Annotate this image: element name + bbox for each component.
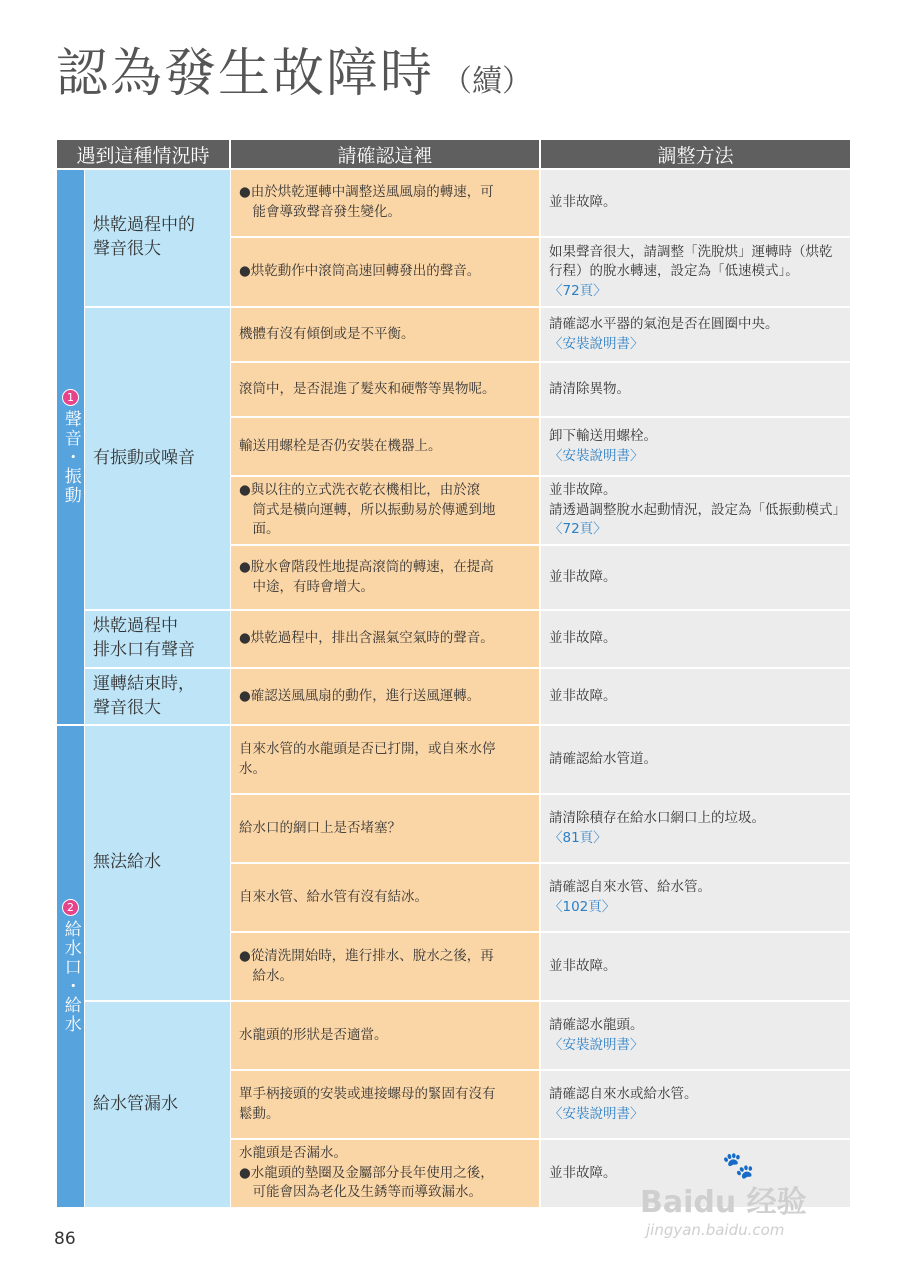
fix-text: 並非故障。 [549,194,617,211]
page-reference-link[interactable]: 〈81頁〉 [549,829,607,846]
fix-cell [541,933,850,1000]
fix-text: 請清除異物。 [549,380,630,397]
check-text: ●脫水會階段性地提高滾筒的轉速，在提高 中途，有時會增大。 [239,558,494,595]
check-text: ●由於烘乾運轉中調整送風風扇的轉速，可 能會導致聲音發生變化。 [239,184,494,220]
fix-cell [541,418,850,475]
check-cell [231,418,539,475]
category-water-supply [57,726,84,1207]
check-cell [231,238,539,306]
fix-text: 請確認水平器的氣泡是否在圓圈中央。 [549,315,779,332]
fix-cell [541,477,850,544]
check-text: 給水口的網口上是否堵塞？ [239,819,401,836]
check-cell [231,546,539,609]
check-cell [231,669,539,724]
check-text: ●烘乾過程中，排出含濕氣空氣時的聲音。 [239,630,494,647]
check-text: 輸送用螺栓是否仍安裝在機器上。 [239,437,442,454]
page-reference-link[interactable]: 〈安裝說明書〉 [549,1036,644,1053]
check-cell [231,477,539,544]
category-label: 給水口・給水 [60,920,81,1034]
check-text: 自來水管的水龍頭是否已打開，或自來水停 水。 [239,740,496,777]
fix-cell [541,726,850,793]
fix-text: 請確認給水管道。 [549,750,657,767]
watermark-brand: Baidu 经验 [640,1185,807,1220]
check-cell [231,611,539,667]
paw-icon: 🐾 [722,1151,755,1181]
fix-cell [541,363,850,416]
situation-text: 烘乾過程中 排水口有聲音 [93,616,195,660]
fix-cell [541,1071,850,1138]
situation-text: 有振動或噪音 [93,447,195,468]
check-cell [231,1002,539,1069]
page-reference-link[interactable]: 〈安裝說明書〉 [549,447,644,464]
check-cell [231,1071,539,1138]
header-check: 請確認這裡 [231,140,539,168]
category-number-badge: 1 [62,389,79,406]
header-fix: 調整方法 [541,140,850,168]
fix-cell [541,170,850,236]
check-text: 滾筒中，是否混進了髮夾和硬幣等異物呢。 [239,380,496,397]
header-situation: 遇到這種情況時 [57,140,229,168]
category-sound-vibration [57,170,84,724]
fix-cell [541,238,850,306]
watermark [640,1151,860,1245]
fix-cell [541,864,850,931]
category-number-badge: 2 [62,899,79,916]
page-title [56,44,533,104]
check-text: 機體有沒有傾倒或是不平衡。 [239,325,415,342]
check-text: 單手柄接頭的安裝或連接螺母的緊固有沒有 鬆動。 [239,1085,496,1122]
situation-cell [85,726,230,1000]
check-text: 水龍頭的形狀是否適當。 [239,1026,388,1043]
fix-cell [541,795,850,862]
watermark-url: jingyan.baidu.com [646,1221,785,1239]
check-text: ●從清洗開始時，進行排水、脫水之後，再 給水。 [239,947,494,984]
fix-text: 並非故障。 [549,568,617,585]
page-title-continued: （續） [442,64,533,99]
situation-cell [85,308,230,609]
page-reference-link[interactable]: 〈安裝說明書〉 [549,335,644,352]
check-cell [231,933,539,1000]
fix-cell [541,611,850,667]
check-text: ●確認送風風扇的動作，進行送風運轉。 [239,687,481,704]
fix-cell [541,669,850,724]
fix-cell [541,1002,850,1069]
page-title-main: 認為發生故障時 [56,44,435,104]
check-cell [231,308,539,361]
fix-text: 並非故障。 [549,957,617,974]
situation-cell [85,1002,230,1207]
fix-text: 請確認水龍頭。 [549,1016,644,1033]
situation-cell [85,669,230,724]
page-reference-link[interactable]: 〈安裝說明書〉 [549,1105,644,1122]
situation-text: 烘乾過程中的 聲音很大 [93,215,195,259]
fix-text: 請清除積存在給水口網口上的垃圾。 [549,809,765,826]
fix-text: 卸下輸送用螺栓。 [549,427,657,444]
page-reference-link[interactable]: 〈102頁〉 [549,898,616,915]
situation-text: 無法給水 [93,852,161,873]
situation-cell [85,611,230,667]
check-text: ●與以往的立式洗衣乾衣機相比，由於滾 筒式是橫向運轉，所以振動易於傳遞到地 面。 [239,482,496,538]
page-number: 86 [54,1229,76,1249]
check-cell [231,1140,539,1207]
fix-cell [541,546,850,609]
check-text: 水龍頭是否漏水。 ●水龍頭的墊圈及金屬部分長年使用之後， 可能會因為老化及生銹等而導致漏水。 [239,1145,494,1201]
check-cell [231,864,539,931]
fix-cell [541,308,850,361]
check-cell [231,726,539,793]
fix-text: 如果聲音很大，請調整「洗脫烘」運轉時（烘乾行程）的脫水轉速，設定為「低速模式」。 [549,243,833,280]
situation-cell [85,170,230,306]
page-reference-link[interactable]: 〈72頁〉 [549,282,607,299]
fix-text: 請確認自來水或給水管。 [549,1085,698,1102]
check-cell [231,795,539,862]
fix-text: 並非故障。 請透過調整脫水起動情況，設定為「低振動模式」 [549,482,846,518]
category-label: 聲音・振動 [60,410,81,505]
fix-text: 並非故障。 [549,687,617,704]
situation-text: 給水管漏水 [93,1093,178,1114]
page-reference-link[interactable]: 〈72頁〉 [549,521,607,538]
fix-text: 並非故障。 [549,1164,617,1181]
fix-text: 請確認自來水管、給水管。 [549,878,711,895]
situation-text: 運轉結束時， 聲音很大 [93,673,195,718]
fix-text: 並非故障。 [549,630,617,647]
check-text: 自來水管、給水管有沒有結冰。 [239,888,428,905]
check-cell [231,170,539,236]
check-cell [231,363,539,416]
check-text: ●烘乾動作中滾筒高速回轉發出的聲音。 [239,263,481,280]
